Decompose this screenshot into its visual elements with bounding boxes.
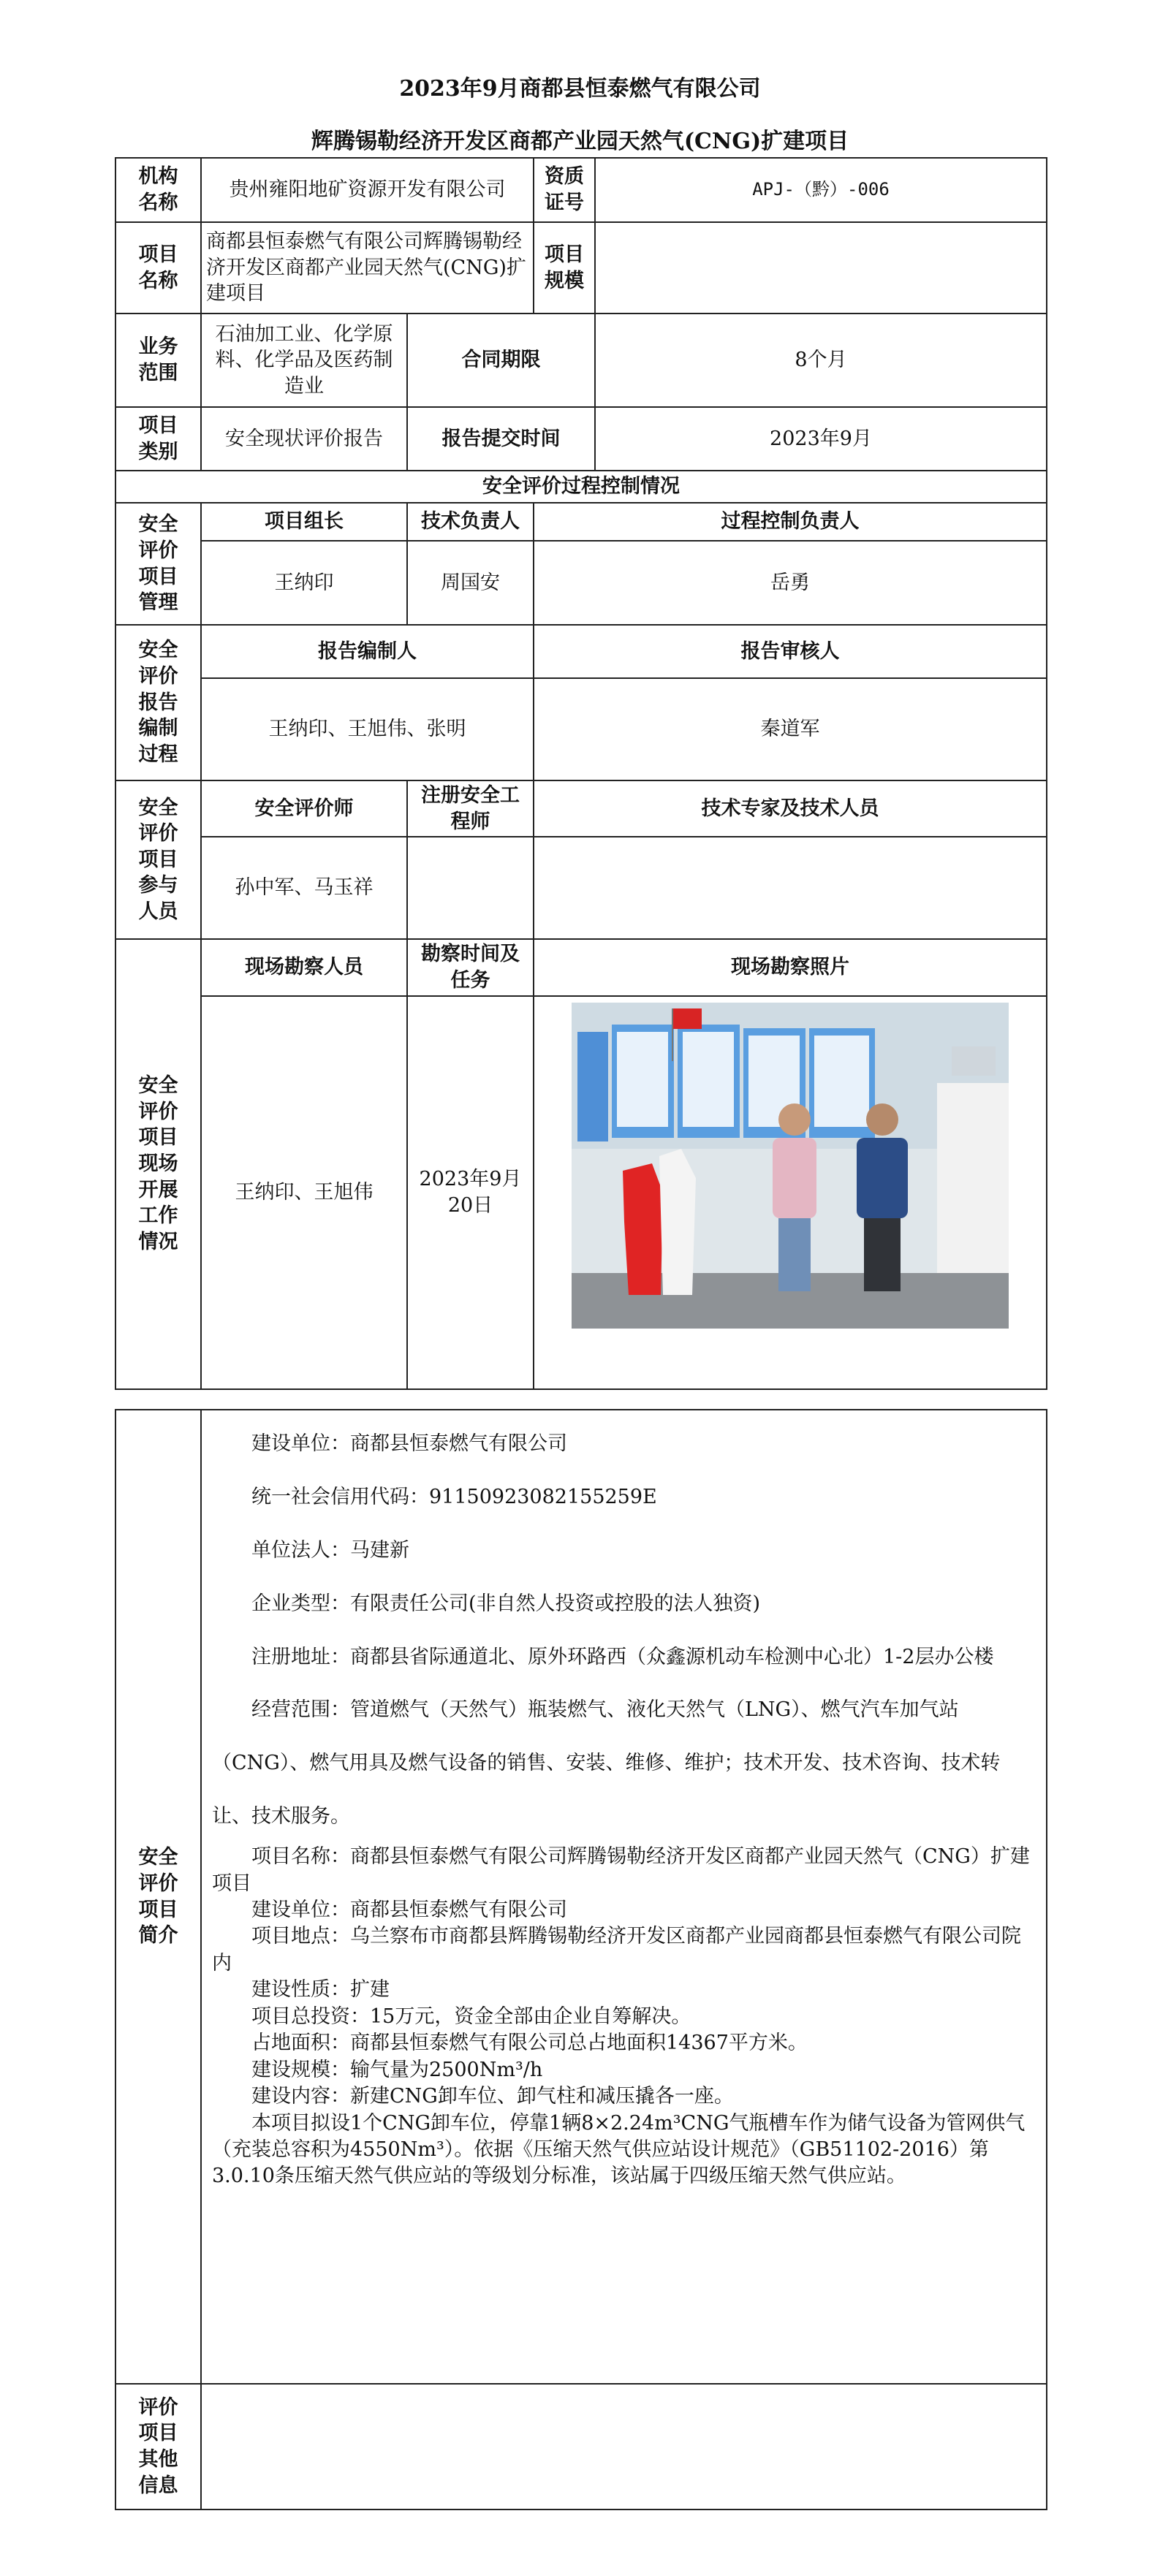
project-scale-label: 项目规模: [534, 222, 595, 314]
other-info-value: [201, 2384, 1047, 2509]
intro-line: 项目名称：商都县恒泰燃气有限公司辉腾锡勒经济开发区商都产业园天然气（CNG）扩建项目: [212, 1845, 1030, 1895]
project-type-value: 安全现状评价报告: [201, 407, 407, 471]
submit-time-label: 报告提交时间: [407, 407, 595, 471]
project-type-label: 项目 类别: [115, 407, 201, 471]
process-control-header: 过程控制负责人: [534, 503, 1047, 541]
intro-line: 注册地址：商都县省际通道北、原外环路西（众鑫源机动车检测中心北）1-2层办公楼: [251, 1645, 994, 1668]
survey-photo-header: 现场勘察照片: [534, 939, 1047, 995]
other-info-label: 评价 项目 其他 信息: [115, 2384, 201, 2509]
intro-line: 统一社会信用代码：91150923082155259E: [251, 1485, 657, 1508]
site-work-label: 安全 评价 项目 现场 开展 工作 情况: [115, 939, 201, 1388]
intro-line: 建设单位：商都县恒泰燃气有限公司: [251, 1432, 567, 1455]
project-intro-label: 安全 评价 项目 简介: [115, 1410, 201, 2384]
site-survey-photo: [572, 1003, 1009, 1329]
evaluator-header: 安全评价师: [201, 780, 407, 837]
safety-engineer-header: 注册安全工程师: [407, 780, 534, 837]
intro-line: 建设单位：商都县恒泰燃气有限公司: [251, 1899, 567, 1921]
project-intro-content: [201, 1410, 1047, 2384]
submit-time-value: 2023年9月: [595, 407, 1047, 471]
intro-line: 项目总投资：15万元，资金全部由企业自筹解决。: [251, 2005, 691, 2028]
intro-line: 经营范围：管道燃气（天然气）瓶装燃气、液化天然气（LNG）、燃气汽车加气站（CNG）、燃气用具及燃气设备的销售、安装、维修、维护；技术开发、技术咨询、技术转让、技术服务。: [212, 1698, 1001, 1828]
surveyors-value: 王纳印、王旭伟: [201, 996, 407, 1389]
report-author-header: 报告编制人: [201, 625, 534, 678]
safety-engineer-value: [407, 837, 534, 939]
team-leader-header: 项目组长: [201, 503, 407, 541]
intro-line: 企业类型：有限责任公司(非自然人投资或控股的法人独资): [251, 1592, 761, 1615]
tech-experts-value: [534, 837, 1047, 939]
intro-line: 本项目拟设1个CNG卸车位，停靠1辆8×2.24m³CNG气瓶槽车作为储气设备为管网供气（充装总容积为4550Nm³）。依据《压缩天然气供应站设计规范》（GB51102-2016）第3.0.10条压缩天然气供应站的等级划分标准，该站属于四级压缩天然气供应站。: [212, 2111, 1026, 2188]
project-name-label: 项目 名称: [115, 222, 201, 314]
contract-term-label: 合同期限: [407, 314, 595, 407]
intro-line: 建设内容：新建CNG卸车位、卸气柱和减压撬各一座。: [251, 2085, 734, 2108]
intro-line: 项目地点：乌兰察布市商都县辉腾锡勒经济开发区商都产业园商都县恒泰燃气有限公司院内: [212, 1925, 1021, 1975]
intro-line: 建设规模：输气量为2500Nm³/h: [251, 2058, 543, 2081]
report-author-value: 王纳印、王旭伟、张明: [201, 678, 534, 780]
surveyors-header: 现场勘察人员: [201, 939, 407, 995]
process-control-value: 岳勇: [534, 541, 1047, 625]
process-control-title: 安全评价过程控制情况: [115, 471, 1047, 503]
org-name-label: 机构 名称: [115, 158, 201, 222]
participants-label: 安全 评价 项目 参与 人员: [115, 780, 201, 939]
evaluation-info-table: [115, 157, 1047, 1390]
site-photo-illustration: [572, 1003, 1009, 1329]
business-scope-value: 石油加工业、化学原料、化学品及医药制造业: [201, 314, 407, 407]
report-reviewer-value: 秦道军: [534, 678, 1047, 780]
intro-line: 单位法人：马建新: [251, 1538, 409, 1562]
contract-term-value: 8个月: [595, 314, 1047, 407]
evaluator-value: 孙中军、马玉祥: [201, 837, 407, 939]
business-scope-label: 业务 范围: [115, 314, 201, 407]
survey-time-header: 勘察时间及任务: [407, 939, 534, 995]
tech-lead-value: 周国安: [407, 541, 534, 625]
org-name-value: 贵州雍阳地矿资源开发有限公司: [201, 158, 534, 222]
project-intro-table: [115, 1409, 1047, 2510]
tech-lead-header: 技术负责人: [407, 503, 534, 541]
team-leader-value: 王纳印: [201, 541, 407, 625]
document-title-project: 辉腾锡勒经济开发区商都产业园天然气(CNG)扩建项目: [311, 129, 849, 154]
cert-value: APJ-（黔）-006: [595, 158, 1047, 222]
intro-line: 建设性质：扩建: [251, 1978, 390, 2002]
tech-experts-header: 技术专家及技术人员: [534, 780, 1047, 837]
project-management-label: 安全 评价 项目 管理: [115, 503, 201, 625]
project-name-value: 商都县恒泰燃气有限公司辉腾锡勒经济开发区商都产业园天然气(CNG)扩建项目: [201, 222, 534, 314]
project-scale-value: [595, 222, 1047, 314]
intro-line: 占地面积：商都县恒泰燃气有限公司总占地面积14367平方米。: [251, 2032, 808, 2055]
survey-date-value: 2023年9月20日: [407, 996, 534, 1389]
report-process-label: 安全 评价 报告 编制 过程: [115, 625, 201, 780]
document-title-company: 2023年9月商都县恒泰燃气有限公司: [399, 76, 761, 102]
cert-label: 资质证号: [534, 158, 595, 222]
survey-photo-cell: [534, 996, 1047, 1389]
report-reviewer-header: 报告审核人: [534, 625, 1047, 678]
